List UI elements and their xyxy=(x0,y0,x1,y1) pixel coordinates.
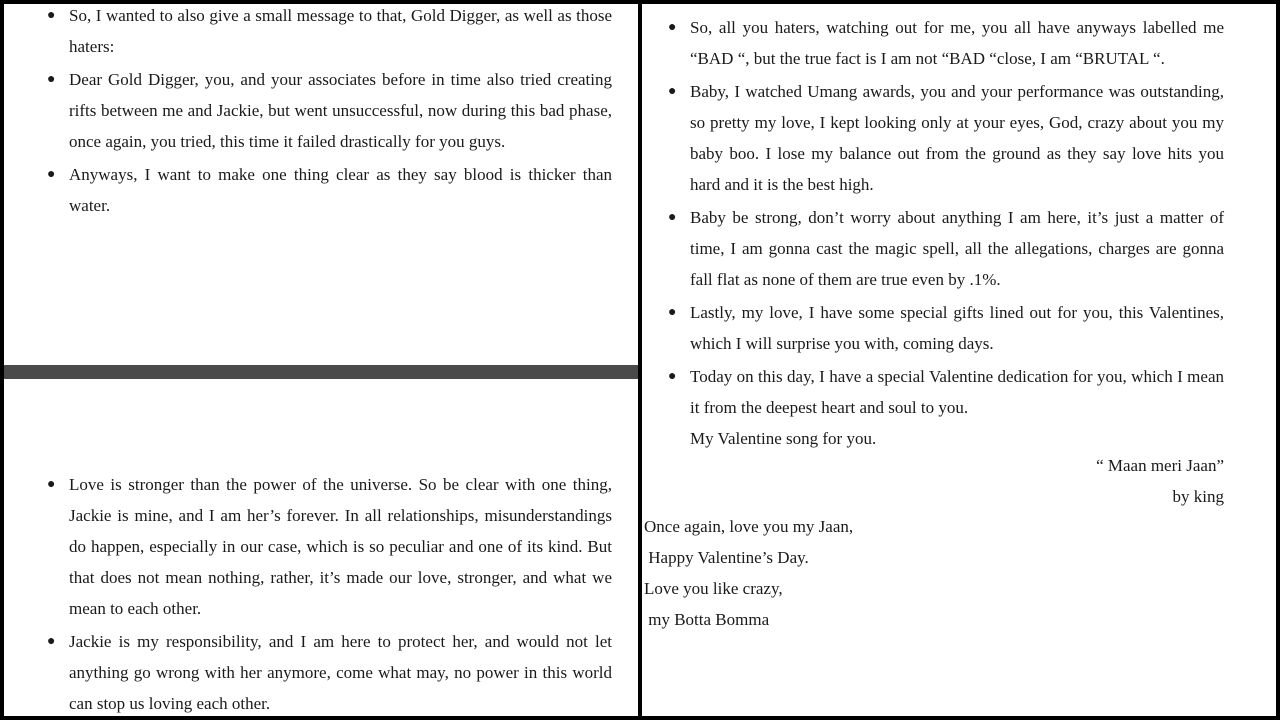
list-item-text: Baby, I watched Umang awards, you and your performance was outstanding, so pretty my love, I kept looking only at your eyes, God, crazy about you my baby boo. I lose my balance out from the ground as they say love hits you hard and it is the best high. xyxy=(690,82,1224,194)
song-title: “ Maan meri Jaan” xyxy=(1096,456,1224,475)
bullet-icon: ● xyxy=(668,20,677,35)
list-item-text: Jackie is my responsibility, and I am here to protect her, and would not let anything go wrong with her anymore, come what may, no power in this world can stop us loving each other. xyxy=(69,632,612,713)
bullet-icon: ● xyxy=(668,210,677,225)
list-item xyxy=(668,76,1224,200)
list-item-text: So, all you haters, watching out for me, you all have anyways labelled me “BAD “, but the true fact is I am not “BAD “close, I am “BRUTAL “. xyxy=(690,18,1224,68)
closing-line: Love you like crazy, xyxy=(644,579,783,598)
bullet-icon: ● xyxy=(47,167,56,182)
page-divider xyxy=(4,365,638,379)
list-item xyxy=(668,12,1224,74)
list-item xyxy=(47,159,612,221)
closing-line: Once again, love you my Jaan, xyxy=(644,517,854,536)
list-item-text: Anyways, I want to make one thing clear as they say blood is thicker than water. xyxy=(69,165,612,215)
bullet-list xyxy=(47,4,612,223)
list-item xyxy=(47,64,612,157)
bullet-list xyxy=(47,469,612,716)
letter-page-bottom-left xyxy=(4,379,638,716)
bullet-icon: ● xyxy=(47,8,56,23)
bullet-icon: ● xyxy=(47,72,56,87)
list-item-text: So, I wanted to also give a small message to that, Gold Digger, as well as those haters: xyxy=(69,6,612,56)
letter-page-right xyxy=(642,4,1276,716)
closing-line: my Botta Bomma xyxy=(644,610,770,629)
list-item xyxy=(668,361,1224,454)
list-item-text: Lastly, my love, I have some special gifts lined out for you, this Valentines, which I will surprise you with, coming days. xyxy=(690,303,1224,353)
bullet-icon: ● xyxy=(668,305,677,320)
bullet-icon: ● xyxy=(668,84,677,99)
song-intro: My Valentine song for you. xyxy=(690,429,877,448)
list-item xyxy=(668,297,1224,359)
list-item-text: Love is stronger than the power of the universe. So be clear with one thing, Jackie is mine, and I am her’s forever. In all relationships, misunderstandings do happen, especially in our case, which is so peculiar and one of its kind. But that does not mean nothing, rather, it’s made our love, stronger, and what we mean to each other. xyxy=(69,475,612,618)
bullet-icon: ● xyxy=(47,477,56,492)
list-item xyxy=(47,469,612,624)
bullet-list xyxy=(668,12,1224,456)
bullet-icon: ● xyxy=(668,369,677,384)
list-item-text: Baby be strong, don’t worry about anything I am here, it’s just a matter of time, I am gonna cast the magic spell, all the allegations, charges are gonna fall flat as none of them are true even by .1%. xyxy=(690,208,1224,289)
list-item-text: Today on this day, I have a special Valentine dedication for you, which I mean it from the deepest heart and soul to you. xyxy=(690,367,1224,417)
list-item xyxy=(47,626,612,716)
list-item-text: Dear Gold Digger, you, and your associates before in time also tried creating rifts between me and Jackie, but went unsuccessful, now during this bad phase, once again, you tried, this time it failed drastically for you guys. xyxy=(69,70,612,151)
list-item xyxy=(47,4,612,62)
song-credit: by king xyxy=(1172,487,1224,506)
bullet-icon: ● xyxy=(47,634,56,649)
letter-page-top-left xyxy=(4,4,638,365)
list-item xyxy=(668,202,1224,295)
closing-line: Happy Valentine’s Day. xyxy=(644,548,809,567)
